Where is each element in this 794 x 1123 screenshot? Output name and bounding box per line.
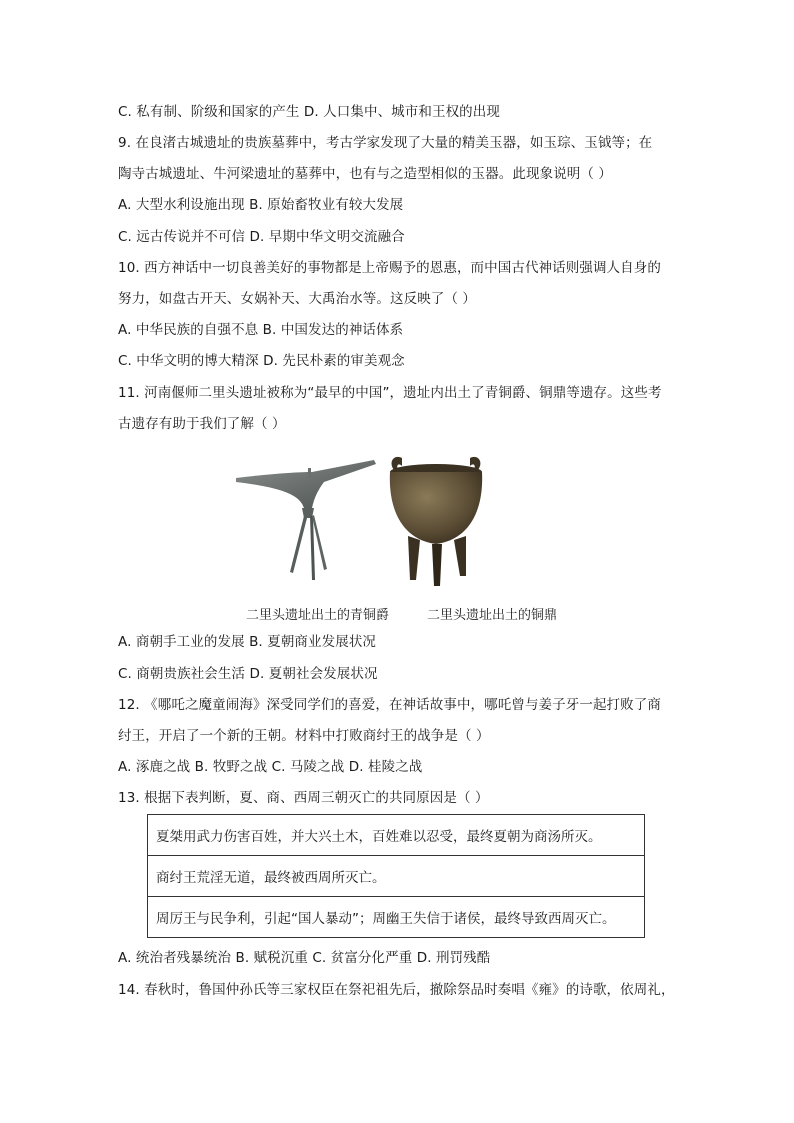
q9-options-ab: A. 大型水利设施出现 B. 原始畜牧业有较大发展: [118, 197, 404, 213]
q9-stem-line2: 陶寺古城遗址、牛河梁遗址的墓葬中，也有与之造型相似的玉器。此现象说明（ ）: [118, 166, 612, 182]
q12-options: A. 涿鹿之战 B. 牧野之战 C. 马陵之战 D. 桂陵之战: [118, 759, 423, 775]
q10-stem-line2: 努力，如盘古开天、女娲补天、大禹治水等。这反映了（ ）: [118, 291, 476, 307]
bronze-artifacts-figure: [228, 452, 508, 592]
q14-stem-line1: 14. 春秋时，鲁国仲孙氏等三家权臣在祭祀祖先后，撤除祭品时奏唱《雍》的诗歌，依周礼，: [118, 982, 675, 998]
dynasty-fall-table: [147, 814, 645, 938]
table-row: [148, 897, 645, 938]
bronze-jue-image: [236, 460, 376, 580]
q10-options-cd: C. 中华文明的博大精深 D. 先民朴素的审美观念: [118, 353, 405, 369]
q13-stem: 13. 根据下表判断，夏、商、西周三朝灭亡的共同原因是（ ）: [118, 790, 489, 806]
q9-stem-line1: 9. 在良渚古城遗址的贵族墓葬中，考古学家发现了大量的精美玉器，如玉琮、玉钺等；在: [118, 135, 653, 151]
bronze-ding-image: [390, 457, 482, 586]
q11-stem-line1: 11. 河南偃师二里头遗址被称为“最早的中国”，遗址内出土了青铜爵、铜鼎等遗存。这些考: [118, 385, 662, 401]
q9-options-cd: C. 远古传说并不可信 D. 早期中华文明交流融合: [118, 229, 405, 245]
q13-options: A. 统治者残暴统治 B. 赋税沉重 C. 贫富分化严重 D. 刑罚残酷: [118, 950, 491, 966]
table-row: [148, 856, 645, 897]
figure-caption-ding: 二里头遗址出土的铜鼎: [427, 608, 558, 623]
q12-stem-line1: 12. 《哪吒之魔童闹海》深受同学们的喜爱，在神话故事中，哪吒曾与姜子牙一起打败了商: [118, 697, 661, 713]
q10-options-ab: A. 中华民族的自强不息 B. 中国发达的神话体系: [118, 322, 404, 338]
table-cell-zhou: 周厉王与民争利，引起“国人暴动”；周幽王失信于诸侯，最终导致西周灭亡。: [148, 897, 645, 938]
q11-options-cd: C. 商朝贵族社会生活 D. 夏朝社会发展状况: [118, 666, 378, 682]
table-row: [148, 815, 645, 856]
table-cell-xia: 夏桀用武力伤害百姓，并大兴土木，百姓难以忍受，最终夏朝为商汤所灭。: [148, 815, 645, 856]
q10-stem-line1: 10. 西方神话中一切良善美好的事物都是上帝赐予的恩惠，而中国古代神话则强调人自身的: [118, 260, 661, 276]
q11-stem-line2: 古遗存有助于我们了解（ ）: [118, 416, 286, 432]
q8-options-cd: C. 私有制、阶级和国家的产生 D. 人口集中、城市和王权的出现: [118, 104, 500, 120]
figure-caption-jue: 二里头遗址出土的青铜爵: [246, 608, 390, 623]
q12-stem-line2: 纣王，开启了一个新的王朝。材料中打败商纣王的战争是（ ）: [118, 728, 490, 744]
q11-options-ab: A. 商朝手工业的发展 B. 夏朝商业发展状况: [118, 634, 377, 650]
table-cell-shang: 商纣王荒淫无道，最终被西周所灭亡。: [148, 856, 645, 897]
